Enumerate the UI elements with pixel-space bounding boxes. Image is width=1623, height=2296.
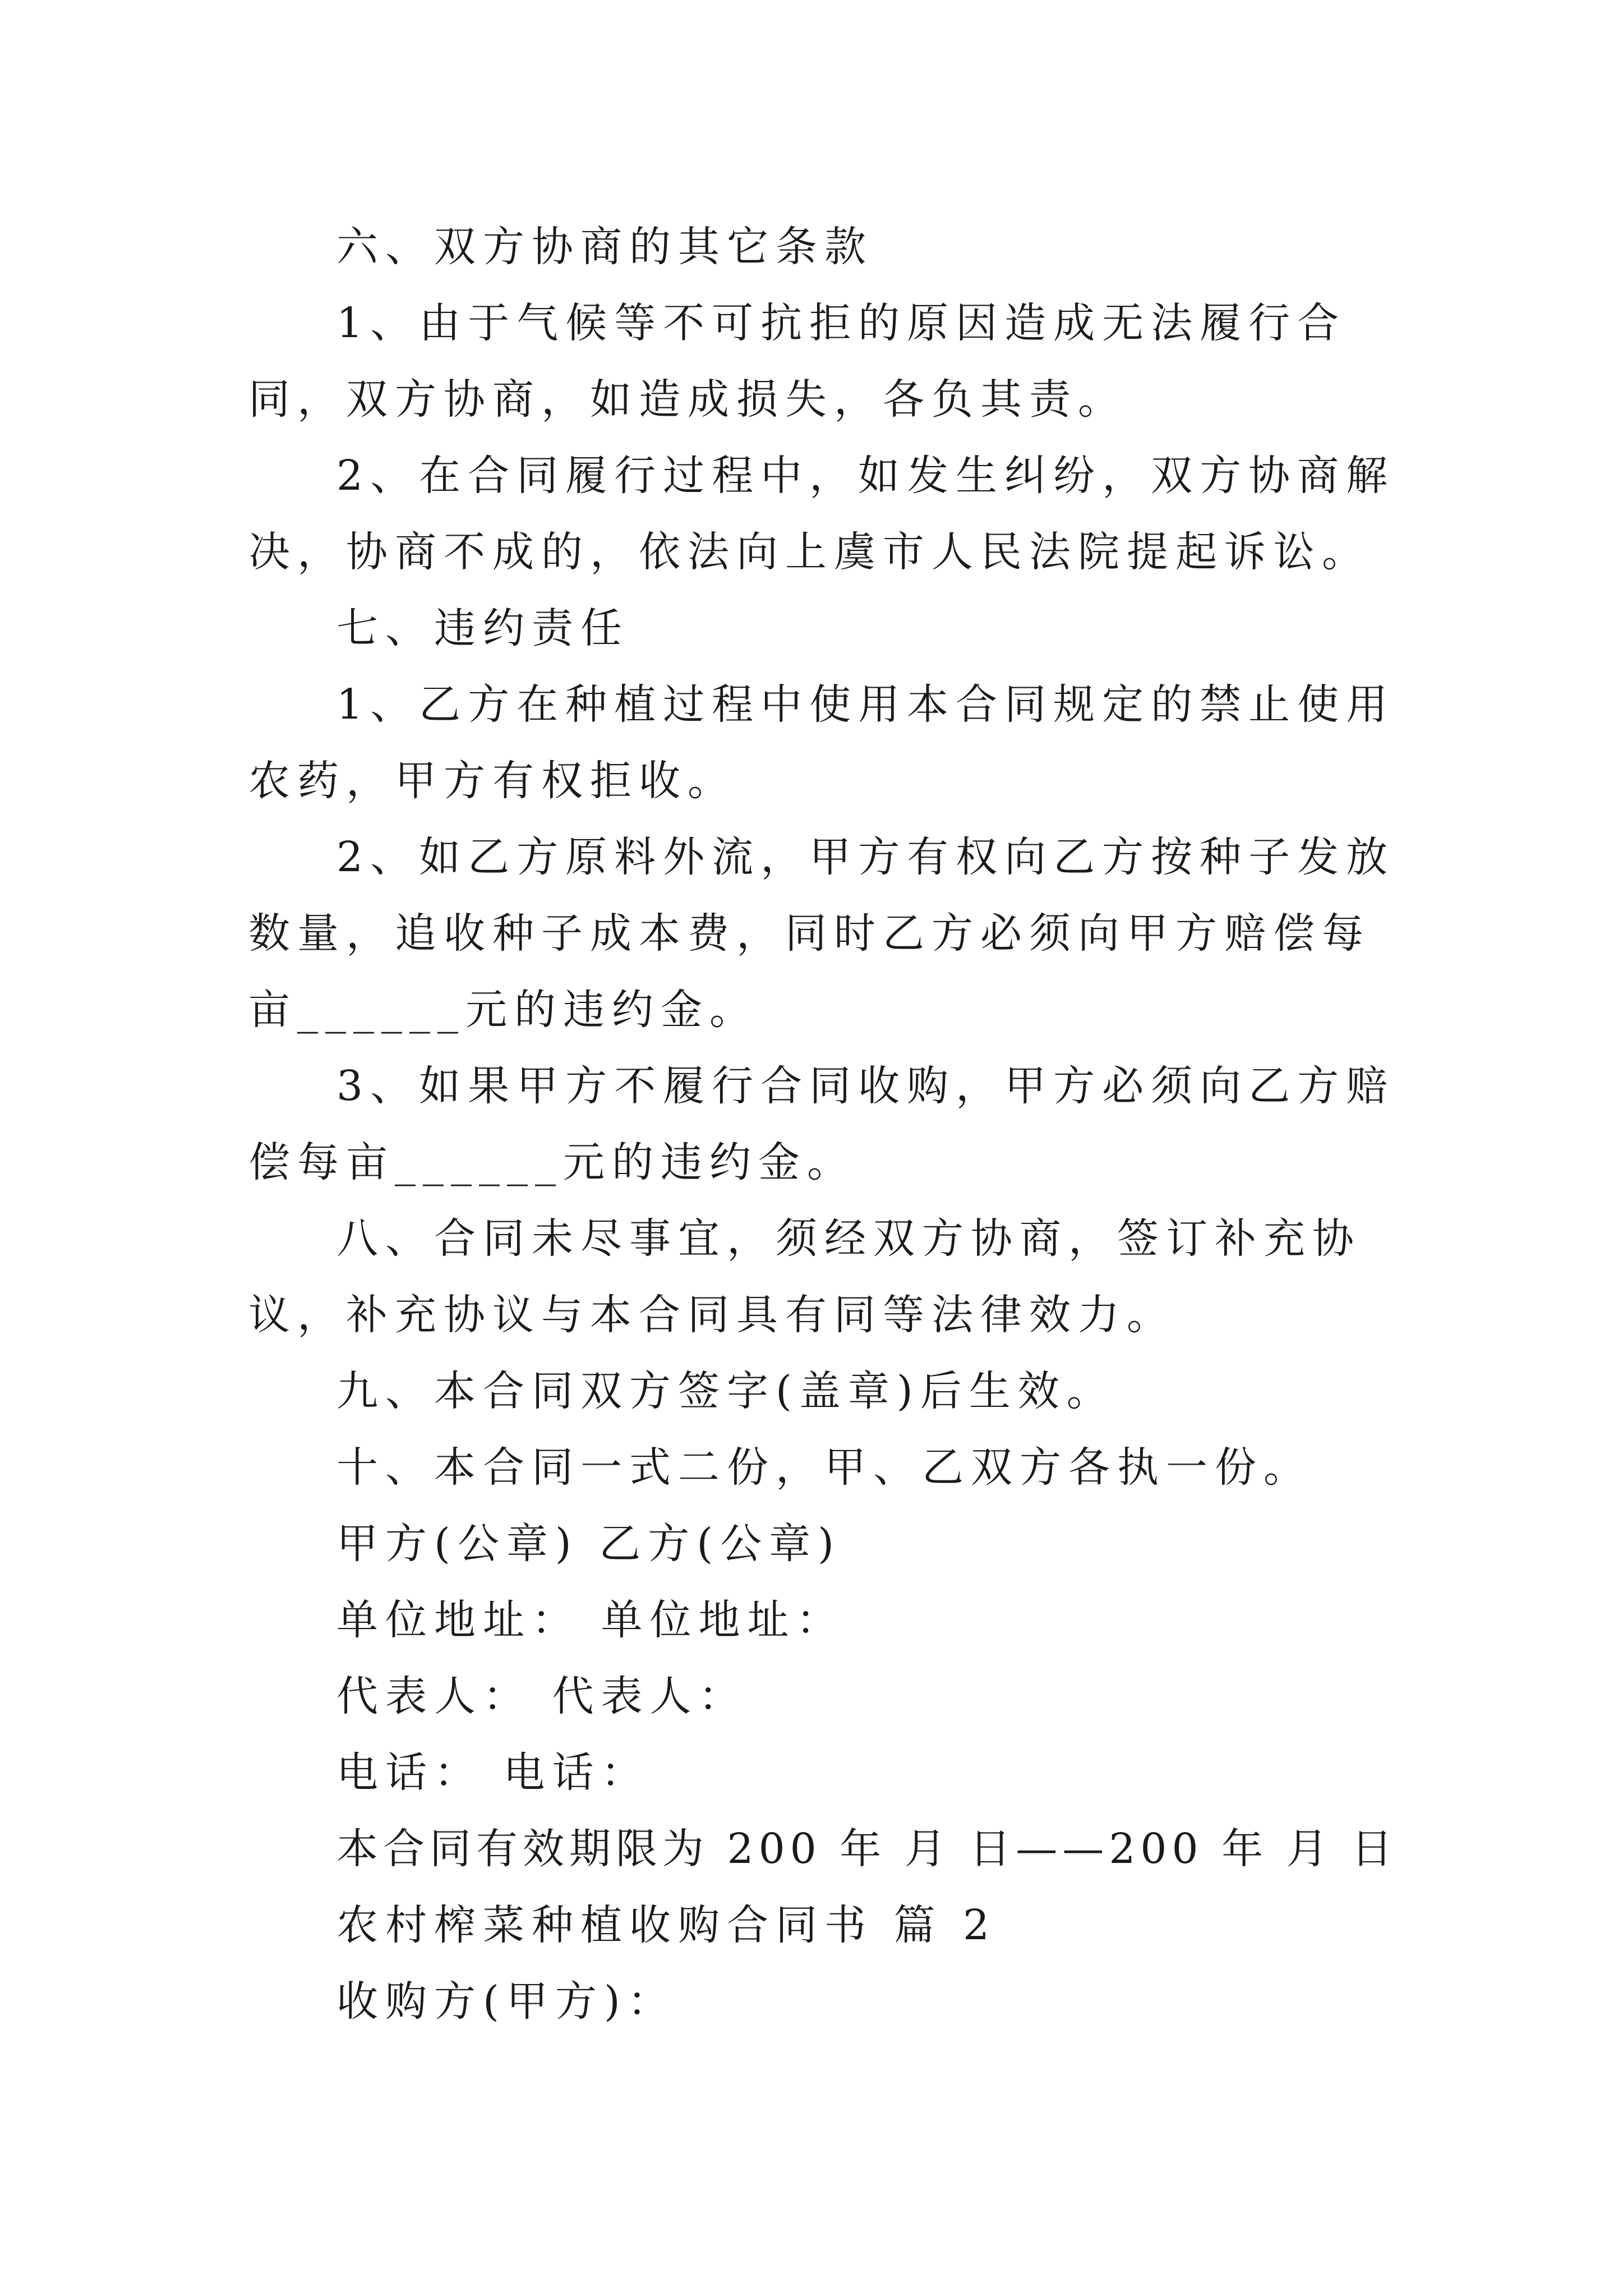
clause-7-3: 3、如果甲方不履行合同收购，甲方必须向乙方赔偿每亩______元的违约金。 <box>248 1062 1395 1186</box>
section-6-heading: 六、双方协商的其它条款 <box>336 223 873 271</box>
document-body <box>248 209 1398 2040</box>
clause-7-2: 2、如乙方原料外流，甲方有权向乙方按种子发放数量，追收种子成本费，同时乙方必须向甲方赔偿每亩______元的违约金。 <box>248 833 1395 1034</box>
party-phones: 电话： 电话： <box>336 1749 650 1797</box>
section-10: 十、本合同一式二份，甲、乙双方各执一份。 <box>336 1443 1312 1492</box>
party-addresses: 单位地址： 单位地址： <box>336 1596 845 1644</box>
party-seals: 甲方(公章) 乙方(公章) <box>336 1520 842 1568</box>
party-representatives: 代表人： 代表人： <box>336 1672 748 1720</box>
next-contract-title: 农村榨菜种植收购合同书 篇 2 <box>336 1901 997 1949</box>
section-7-heading: 七、违约责任 <box>336 604 629 652</box>
buyer-party-label: 收购方(甲方)： <box>336 1977 676 2026</box>
clause-6-2: 2、在合同履行过程中，如发生纠纷，双方协商解决，协商不成的，依法向上虞市人民法院提起诉讼。 <box>248 452 1395 576</box>
section-9: 九、本合同双方签字(盖章)后生效。 <box>336 1367 1115 1415</box>
clause-7-1: 1、乙方在种植过程中使用本合同规定的禁止使用农药，甲方有权拒收。 <box>248 680 1395 805</box>
section-8: 八、合同未尽事宜，须经双方协商，签订补充协议，补充协议与本合同具有同等法律效力。 <box>248 1214 1361 1339</box>
clause-6-1: 1、由于气候等不可抗拒的原因造成无法履行合同，双方协商，如造成损失，各负其责。 <box>248 299 1347 424</box>
validity-period: 本合同有效期限为 200 年 月 日——200 年 月 日 <box>336 1825 1398 1873</box>
